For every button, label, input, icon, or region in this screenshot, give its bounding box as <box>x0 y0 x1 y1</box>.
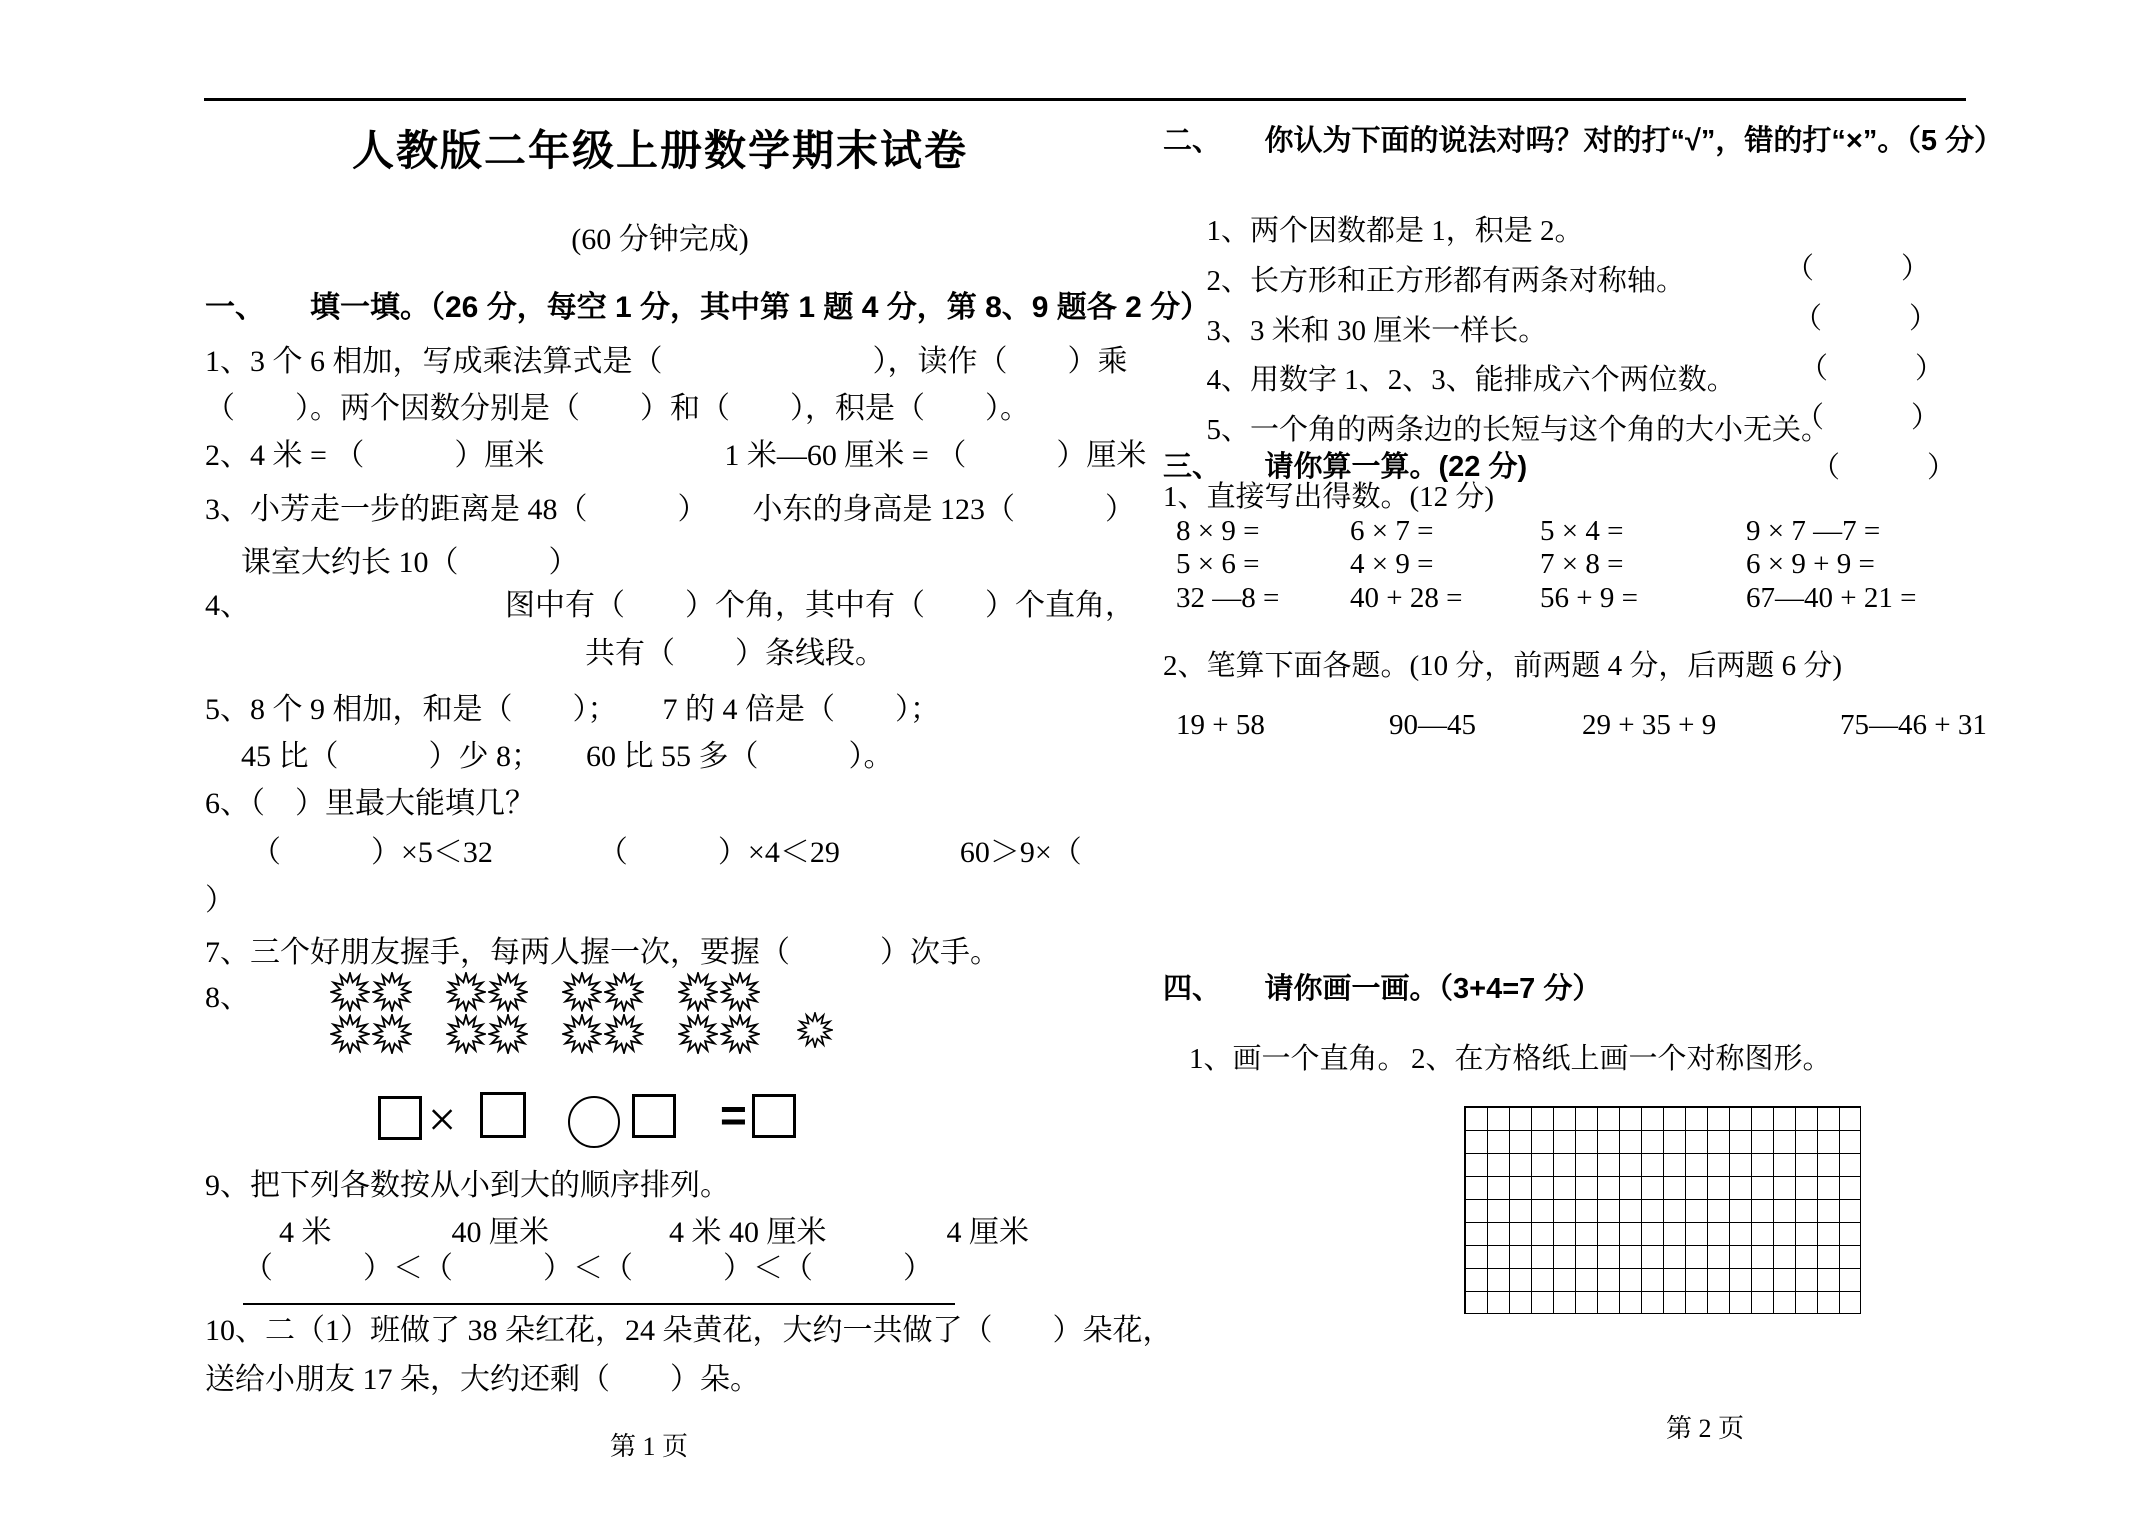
oral-calc-cell: 56 + 9 = <box>1540 582 1638 614</box>
equals-sign: = <box>720 1089 747 1141</box>
starburst-icon <box>562 1014 602 1054</box>
starburst-icon <box>797 1012 833 1048</box>
oral-calc-cell: 4 × 9 = <box>1350 548 1434 580</box>
question-9-answer-line: （ ）＜（ ）＜（ ）＜（ ） <box>243 1249 955 1305</box>
starburst-icon <box>372 972 412 1012</box>
answer-box <box>378 1096 422 1140</box>
question-8-label: 8、 <box>205 981 250 1014</box>
tf-item-text: 4、用数字 1、2、3、能排成六个两位数。 <box>1206 364 1736 396</box>
star-group <box>562 972 646 1056</box>
question-5-line-1: 5、8 个 9 相加，和是（ ）； 7 的 4 倍是（ ）； <box>205 693 940 726</box>
starburst-icon <box>604 1014 644 1054</box>
star-group <box>330 972 414 1056</box>
section2-heading: 二、 你认为下面的说法对吗？对的打“√”，错的打“×”。（5 分） <box>1163 125 2004 157</box>
oral-calc-cell: 6 × 7 = <box>1350 515 1434 547</box>
oral-calc-cell: 5 × 6 = <box>1176 548 1260 580</box>
star-group <box>446 972 530 1056</box>
tf-item-text: 1、两个因数都是 1，积是 2。 <box>1206 215 1584 247</box>
section4-task1: 1、画一个直角。 <box>1189 1043 1407 1075</box>
oral-calc-cell: 6 × 9 + 9 = <box>1746 548 1875 580</box>
question-1-line-2: （ ）。两个因数分别是（ ）和（ ），积是（ ）。 <box>205 392 1030 425</box>
question-7: 7、三个好朋友握手，每两人握一次，要握（ ）次手。 <box>205 936 1000 969</box>
oral-calc-cell: 32 —8 = <box>1176 582 1280 614</box>
question-6-line-3: ） <box>205 884 235 917</box>
starburst-icon <box>562 972 602 1012</box>
starburst-icon <box>720 972 760 1012</box>
question-8-equation <box>378 1088 818 1152</box>
section3-sub2: 2、笔算下面各题。(10 分，前两题 4 分，后两题 6 分) <box>1163 650 1843 682</box>
top-rule <box>204 98 1966 101</box>
written-calc-cell: 19 + 58 <box>1176 709 1265 741</box>
starburst-icon <box>446 1014 486 1054</box>
starburst-icon <box>678 1014 718 1054</box>
question-2: 2、4 米 = （ ）厘米 1 米—60 厘米 = （ ）厘米 <box>205 439 1147 472</box>
question-4-line-1: 4、 图中有（ ）个角，其中有（ ）个直角， <box>205 589 1135 622</box>
starburst-icon <box>678 972 718 1012</box>
question-9-items: 4 米 40 厘米 4 米 40 厘米 4 厘米 <box>279 1216 1029 1249</box>
tf-answer-blank: （ ） <box>1811 452 1957 484</box>
answer-box <box>632 1094 676 1138</box>
question-3-line-1: 3、小芳走一步的距离是 48（ ） 小东的身高是 123（ ） <box>205 493 1135 526</box>
question-6-line-1: 6、（ ）里最大能填几？ <box>205 787 535 820</box>
section1-heading: 一、 填一填。（26 分，每空 1 分，其中第 1 题 4 分，第 8、9 题各 2 分） <box>205 291 1211 324</box>
starburst-icon <box>488 1014 528 1054</box>
question-3-line-2: 课室大约长 10（ ） <box>241 546 579 579</box>
starburst-icon <box>446 972 486 1012</box>
tf-answer-blank: （ ） <box>1785 253 1931 285</box>
question-6-line-2: （ ）×5＜32 （ ）×4＜29 60＞9×（ <box>251 836 1082 869</box>
section4-heading: 四、 请你画一画。（3+4=7 分） <box>1163 973 1602 1005</box>
page-subtitle: (60 分钟完成) <box>571 223 749 256</box>
page2-footer: 第 2 页 <box>1666 1414 1745 1443</box>
question-10-line-2: 送给小朋友 17 朵，大约还剩（ ）朵。 <box>205 1363 760 1396</box>
starburst-icon <box>720 1014 760 1054</box>
section3-heading: 三、 请你算一算。(22 分) <box>1163 451 1528 483</box>
page-title: 人教版二年级上册数学期末试卷 <box>351 127 968 174</box>
tf-answer-blank: （ ） <box>1795 402 1941 434</box>
oral-calc-cell: 7 × 8 = <box>1540 548 1624 580</box>
tf-item-text: 2、长方形和正方形都有两条对称轴。 <box>1206 265 1686 297</box>
question-9-line-1: 9、把下列各数按从小到大的顺序排列。 <box>205 1169 730 1202</box>
multiply-sign: × <box>428 1091 457 1147</box>
starburst-icon <box>330 1014 370 1054</box>
starburst-icon <box>330 972 370 1012</box>
tf-answer-blank: （ ） <box>1799 353 1945 385</box>
oral-calc-cell: 5 × 4 = <box>1540 515 1624 547</box>
extra-star <box>797 976 833 1084</box>
question-5-line-2: 45 比（ ）少 8； 60 比 55 多（ ）。 <box>241 740 894 773</box>
star-groups <box>330 972 762 1056</box>
question-4-line-2: 共有（ ）条线段。 <box>585 637 885 670</box>
question-10-line-1: 10、二（1）班做了 38 朵红花，24 朵黄花，大约一共做了（ ）朵花， <box>205 1314 1173 1347</box>
starburst-icon <box>604 972 644 1012</box>
written-calc-cell: 75—46 + 31 <box>1840 709 1987 741</box>
starburst-icon <box>488 972 528 1012</box>
starburst-icon <box>372 1014 412 1054</box>
drawing-grid <box>1464 1106 1861 1314</box>
written-calc-cell: 90—45 <box>1389 709 1476 741</box>
section4-task2: 2、在方格纸上画一个对称图形。 <box>1411 1043 1832 1075</box>
oral-calc-cell: 67—40 + 21 = <box>1746 582 1917 614</box>
answer-box <box>480 1092 526 1138</box>
answer-box <box>752 1094 796 1138</box>
tf-item-text: 5、一个角的两条边的长短与这个角的大小无关。 <box>1206 414 1831 446</box>
tf-item-text: 3、3 米和 30 厘米一样长。 <box>1206 315 1548 347</box>
oral-calc-cell: 8 × 9 = <box>1176 515 1260 547</box>
question-1-line-1: 1、3 个 6 相加，写成乘法算式是（ ），读作（ ）乘 <box>205 345 1128 378</box>
operator-circle <box>568 1096 620 1148</box>
page1-footer: 第 1 页 <box>610 1432 689 1461</box>
oral-calc-cell: 9 × 7 —7 = <box>1746 515 1881 547</box>
tf-answer-blank: （ ） <box>1793 303 1939 335</box>
written-calc-cell: 29 + 35 + 9 <box>1582 709 1717 741</box>
star-group <box>678 972 762 1056</box>
section3-sub1: 1、直接写出得数。(12 分) <box>1163 481 1495 513</box>
oral-calc-cell: 40 + 28 = <box>1350 582 1463 614</box>
